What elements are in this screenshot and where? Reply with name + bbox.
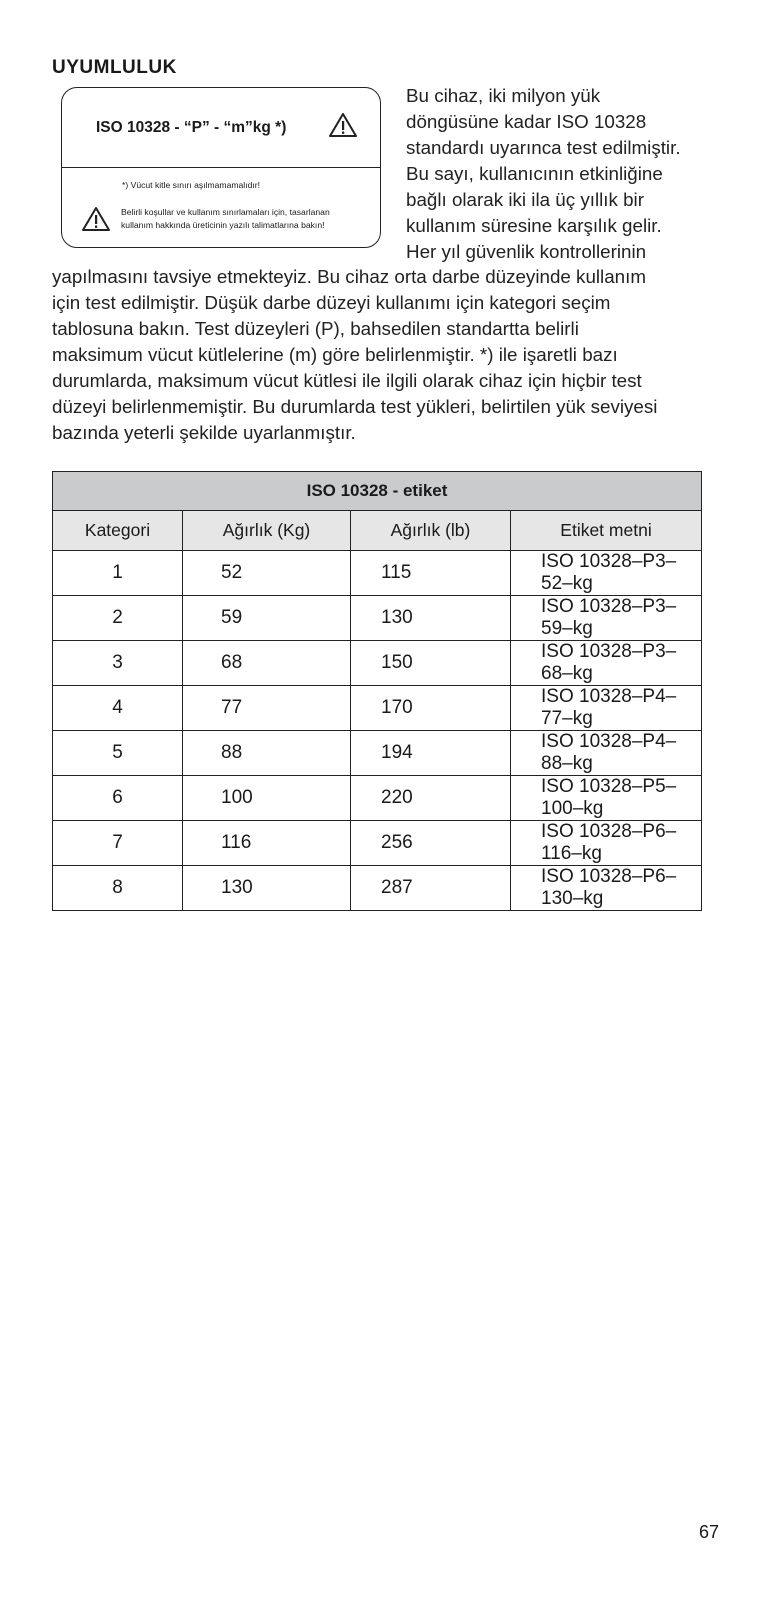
section-heading: UYUMLULUK	[52, 57, 177, 78]
page-number: 67	[699, 1522, 720, 1542]
body-paragraph-side	[406, 83, 736, 265]
label-note: *) Vücut kitle sınırı aşılmamamalıdır!	[122, 180, 261, 190]
cell-weight-kg: 52	[183, 551, 351, 596]
warning-triangle-icon	[328, 112, 358, 143]
label-footer	[62, 168, 380, 230]
iso-label-table	[52, 471, 702, 911]
paragraph-line: kullanım süresine karşılık gelir.	[406, 215, 662, 236]
cell-weight-kg: 77	[183, 686, 351, 731]
cell-weight-kg: 116	[183, 821, 351, 866]
table-row	[53, 776, 702, 821]
table-row	[53, 596, 702, 641]
cell-label-text: ISO 10328–P5–100–kg	[511, 776, 702, 821]
cell-weight-lb: 150	[351, 641, 511, 686]
warning-triangle-icon	[81, 206, 111, 237]
cell-weight-lb: 220	[351, 776, 511, 821]
paragraph-line: bazında yeterli şekilde uyarlanmıştır.	[52, 422, 356, 443]
cell-label-text: ISO 10328–P4–77–kg	[511, 686, 702, 731]
paragraph-line: Bu cihaz, iki milyon yük	[406, 85, 601, 106]
column-header: Kategori	[53, 511, 183, 551]
cell-label-text: ISO 10328–P6–130–kg	[511, 866, 702, 911]
iso-label-box	[61, 87, 381, 248]
cell-weight-lb: 130	[351, 596, 511, 641]
cell-weight-lb: 170	[351, 686, 511, 731]
label-header	[62, 88, 380, 168]
paragraph-line: yapılmasını tavsiye etmekteyiz. Bu cihaz orta darbe düzeyinde kullanım	[52, 266, 646, 287]
table-caption: ISO 10328 - etiket	[53, 472, 702, 511]
table-row	[53, 551, 702, 596]
cell-category: 5	[53, 731, 183, 776]
table-row	[53, 686, 702, 731]
cell-weight-kg: 130	[183, 866, 351, 911]
table-row	[53, 641, 702, 686]
paragraph-line: düzeyi belirlenmemiştir. Bu durumlarda test yükleri, belirtilen yük seviyesi	[52, 396, 658, 417]
cell-category: 8	[53, 866, 183, 911]
paragraph-line: Her yıl güvenlik kontrollerinin	[406, 241, 647, 262]
cell-category: 7	[53, 821, 183, 866]
cell-weight-lb: 194	[351, 731, 511, 776]
cell-label-text: ISO 10328–P3–59–kg	[511, 596, 702, 641]
table-row	[53, 866, 702, 911]
label-warning-text	[121, 206, 376, 231]
column-header: Ağırlık (lb)	[351, 511, 511, 551]
label-title: ISO 10328 - “P” - “m”kg *)	[96, 118, 287, 136]
cell-weight-kg: 59	[183, 596, 351, 641]
body-paragraph-full	[52, 264, 752, 446]
table-row	[53, 821, 702, 866]
table-header-row	[53, 511, 702, 551]
table-row	[53, 731, 702, 776]
cell-label-text: ISO 10328–P4–88–kg	[511, 731, 702, 776]
cell-weight-kg: 68	[183, 641, 351, 686]
label-warning-line: Belirli koşullar ve kullanım sınırlamaları için, tasarlanan	[121, 207, 330, 217]
paragraph-line: döngüsüne kadar ISO 10328	[406, 111, 647, 132]
cell-category: 1	[53, 551, 183, 596]
cell-category: 2	[53, 596, 183, 641]
cell-weight-kg: 88	[183, 731, 351, 776]
cell-category: 3	[53, 641, 183, 686]
paragraph-line: maksimum vücut kütlelerine (m) göre belirlenmiştir. *) ile işaretli bazı	[52, 344, 618, 365]
cell-category: 4	[53, 686, 183, 731]
paragraph-line: tablosuna bakın. Test düzeyleri (P), bahsedilen standartta belirli	[52, 318, 579, 339]
paragraph-line: için test edilmiştir. Düşük darbe düzeyi kullanımı için kategori seçim	[52, 292, 611, 313]
cell-category: 6	[53, 776, 183, 821]
paragraph-line: Bu sayı, kullanıcının etkinliğine	[406, 163, 663, 184]
cell-weight-lb: 256	[351, 821, 511, 866]
cell-label-text: ISO 10328–P6–116–kg	[511, 821, 702, 866]
cell-weight-kg: 100	[183, 776, 351, 821]
paragraph-line: standardı uyarınca test edilmiştir.	[406, 137, 681, 158]
cell-weight-lb: 287	[351, 866, 511, 911]
column-header: Etiket metni	[511, 511, 702, 551]
cell-label-text: ISO 10328–P3–68–kg	[511, 641, 702, 686]
cell-weight-lb: 115	[351, 551, 511, 596]
label-warning-line: kullanım hakkında üreticinin yazılı talimatlarına bakın!	[121, 219, 325, 230]
paragraph-line: bağlı olarak iki ila üç yıllık bir	[406, 189, 644, 210]
paragraph-line: durumlarda, maksimum vücut kütlesi ile ilgili olarak cihaz için hiçbir test	[52, 370, 642, 391]
column-header: Ağırlık (Kg)	[183, 511, 351, 551]
cell-label-text: ISO 10328–P3–52–kg	[511, 551, 702, 596]
